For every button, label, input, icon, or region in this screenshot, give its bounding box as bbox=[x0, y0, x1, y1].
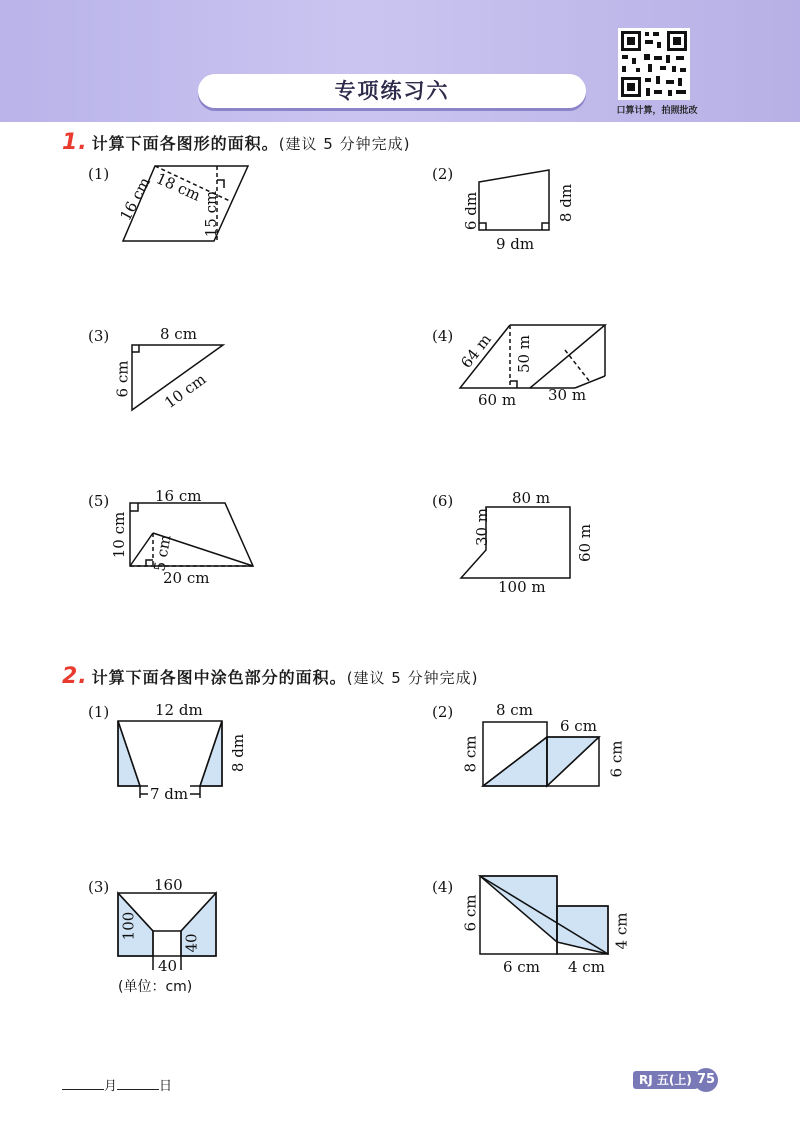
q2-fig2-left: 8 cm bbox=[461, 735, 480, 773]
q2-fig1-bottom: 7 dm bbox=[150, 785, 189, 803]
q2-fig4-squares bbox=[480, 876, 608, 954]
q2-fig4-bottom-left: 6 cm bbox=[503, 958, 540, 976]
q2-fig4-bottom-right: 4 cm bbox=[568, 958, 605, 976]
grade-badge: RJ 五(上) bbox=[633, 1071, 698, 1089]
q1-fig5-bottom: 20 cm bbox=[163, 569, 210, 587]
q1-fig5-inner-height: 5 cm bbox=[150, 533, 175, 573]
q2-fig3-bottom: 40 bbox=[158, 957, 178, 975]
q1-fig2-id: (2) bbox=[432, 165, 454, 183]
day-blank[interactable] bbox=[117, 1089, 159, 1090]
date-field bbox=[62, 1075, 172, 1094]
q2-fig2-id: (2) bbox=[432, 703, 454, 721]
q1-fig5-top: 16 cm bbox=[155, 487, 202, 505]
month-blank[interactable] bbox=[62, 1089, 104, 1090]
q1-fig1-id: (1) bbox=[88, 165, 110, 183]
q1-fig3-hypotenuse: 10 cm bbox=[161, 370, 210, 412]
question-2-text: 计算下面各图中涂色部分的面积。 bbox=[91, 668, 347, 687]
q1-fig4-triangle-base: 30 m bbox=[548, 386, 587, 404]
q1-fig6-top: 80 m bbox=[512, 489, 551, 507]
day-label: 日 bbox=[159, 1079, 173, 1094]
qr-caption: 口算计算，拍照批改 bbox=[616, 106, 698, 116]
q2-fig3-inner-height: 40 bbox=[182, 933, 201, 953]
q2-fig4-right: 4 cm bbox=[612, 912, 631, 950]
q1-fig2-left: 6 dm bbox=[462, 191, 481, 231]
q1-fig2-bottom: 9 dm bbox=[496, 235, 535, 253]
q2-fig3-id: (3) bbox=[88, 878, 110, 896]
q2-fig1-right: 8 dm bbox=[229, 733, 248, 773]
question-1-suffix: (建议 5 分钟完成) bbox=[278, 135, 411, 153]
question-1-number: 1. bbox=[62, 130, 88, 155]
q2-fig1-top: 12 dm bbox=[155, 701, 203, 719]
question-1-text: 计算下面各图形的面积。 bbox=[91, 134, 279, 153]
question-2-number: 2. bbox=[62, 664, 88, 689]
q2-fig3-left: 100 bbox=[119, 911, 138, 941]
q1-fig1-height: 15 cm bbox=[202, 190, 221, 238]
q1-fig3-top: 8 cm bbox=[160, 325, 197, 343]
q1-fig3-id: (3) bbox=[88, 327, 110, 345]
q1-fig4-id: (4) bbox=[432, 327, 454, 345]
q2-fig2-right: 6 cm bbox=[607, 740, 626, 778]
q1-fig1-side: 16 cm bbox=[116, 174, 155, 224]
q1-fig6-id: (6) bbox=[432, 492, 454, 510]
q1-fig6-bottom: 100 m bbox=[498, 578, 546, 596]
q1-fig1-diagonal: 18 cm bbox=[153, 169, 204, 205]
q2-fig3-top: 160 bbox=[154, 876, 183, 894]
q2-fig3-unit: (单位：cm) bbox=[118, 979, 193, 995]
q1-fig6-right: 60 m bbox=[576, 523, 595, 563]
page-title: 专项练习六 bbox=[198, 74, 586, 108]
q1-fig5-id: (5) bbox=[88, 492, 110, 510]
q2-fig4-id: (4) bbox=[432, 878, 454, 896]
q1-fig2-right: 8 dm bbox=[557, 183, 576, 223]
q1-fig6-left: 30 m bbox=[473, 507, 492, 547]
page-number: 75 bbox=[694, 1068, 718, 1092]
q1-fig5-trapezoid bbox=[130, 503, 253, 566]
q1-fig4-base: 60 m bbox=[478, 391, 517, 409]
q2-fig2-top: 8 cm bbox=[496, 701, 533, 719]
month-label: 月 bbox=[104, 1079, 118, 1094]
q2-fig4-left: 6 cm bbox=[461, 894, 480, 932]
q2-fig1-id: (1) bbox=[88, 703, 110, 721]
q2-fig2-small-top: 6 cm bbox=[560, 717, 597, 735]
q1-fig4-slant: 64 m bbox=[457, 330, 495, 372]
q1-fig2-trapezoid bbox=[479, 170, 549, 230]
question-2-suffix: (建议 5 分钟完成) bbox=[346, 669, 479, 687]
q1-fig4-height: 50 m bbox=[515, 334, 534, 374]
q1-fig5-left: 10 cm bbox=[110, 511, 129, 559]
q1-fig3-left: 6 cm bbox=[113, 360, 132, 398]
